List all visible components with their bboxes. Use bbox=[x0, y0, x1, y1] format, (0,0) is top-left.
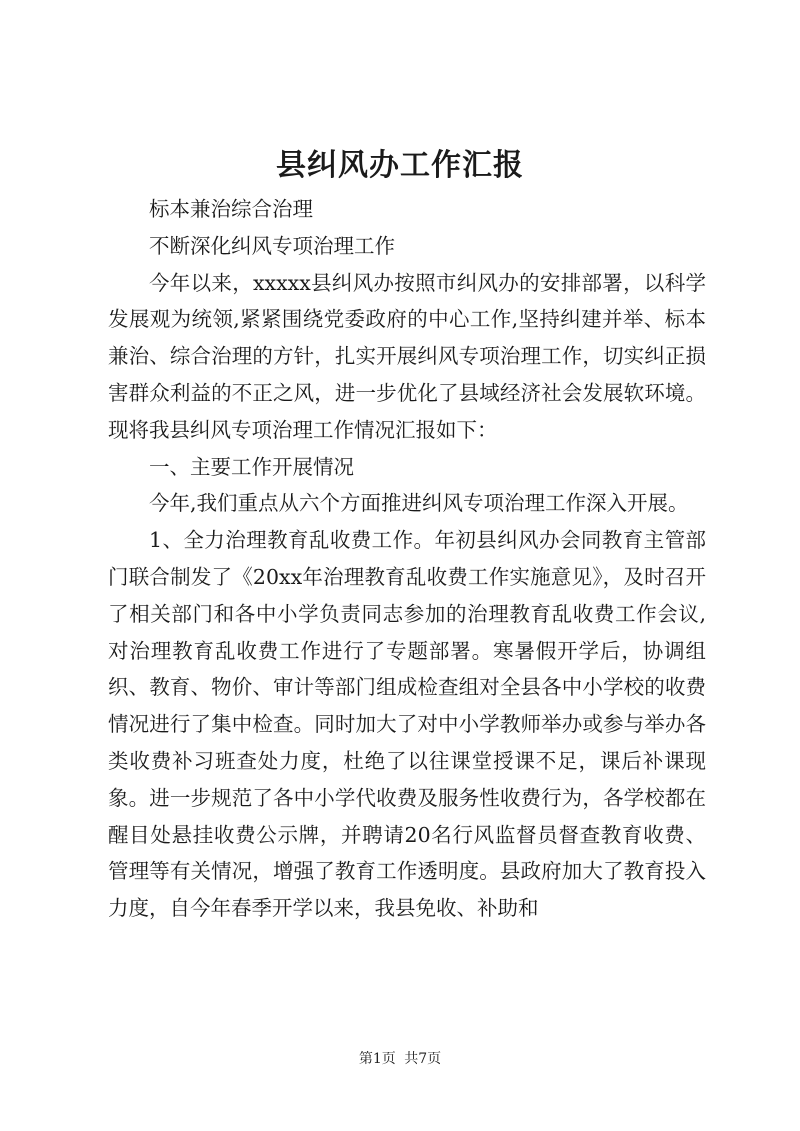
document-title: 县纠风办工作汇报 bbox=[276, 148, 524, 183]
document-body bbox=[108, 191, 706, 927]
section-heading: 一、主要工作开展情况 bbox=[149, 454, 354, 479]
intro-paragraph: 今年以来，xxxxx县纠风办按照市纠风办的安排部署，以科学发展观为统领,紧紧围绕党委政府的中心工作,坚持纠建并举、标本兼治、综合治理的方针，扎实开展纠风专项治理工作，切实纠正损害群众利益的不正之风，进一步优化了县域经济社会发展软环境。现将我县纠风专项治理工作情况汇报如下： bbox=[108, 270, 706, 442]
subtitle-line-1: 标本兼治综合治理 bbox=[149, 197, 313, 221]
overview-paragraph: 今年,我们重点从六个方面推进纠风专项治理工作深入开展。 bbox=[149, 491, 689, 516]
page-total: 共7页 bbox=[404, 1051, 442, 1067]
page-footer bbox=[0, 1048, 800, 1068]
item-1-paragraph: 1、全力治理教育乱收费工作。年初县纠风办会同教育主管部门联合制发了《20xx年治理教育乱收费工作实施意见》，及时召开了相关部门和各中小学负责同志参加的治理教育乱收费工作会议,对治理教育乱收费工作进行了专题部署。寒暑假开学后，协调组织、教育、物价、审计等部门组成检查组对全县各中小学校的收费情况进行了集中检查。同时加大了对中小学教师举办或参与举办各类收费补习班查处力度，杜绝了以往课堂授课不足，课后补课现象。进一步规范了各中小学代收费及服务性收费行为，各学校都在醒目处悬挂收费公示牌，并聘请20名行风监督员督查教育收费、管理等有关情况，增强了教育工作透明度。县政府加大了教育投入力度，自今年春季开学以来，我县免收、补助和 bbox=[108, 528, 706, 921]
page-number: 第1页 bbox=[358, 1051, 396, 1067]
subtitle-line-2: 不断深化纠风专项治理工作 bbox=[149, 233, 395, 258]
